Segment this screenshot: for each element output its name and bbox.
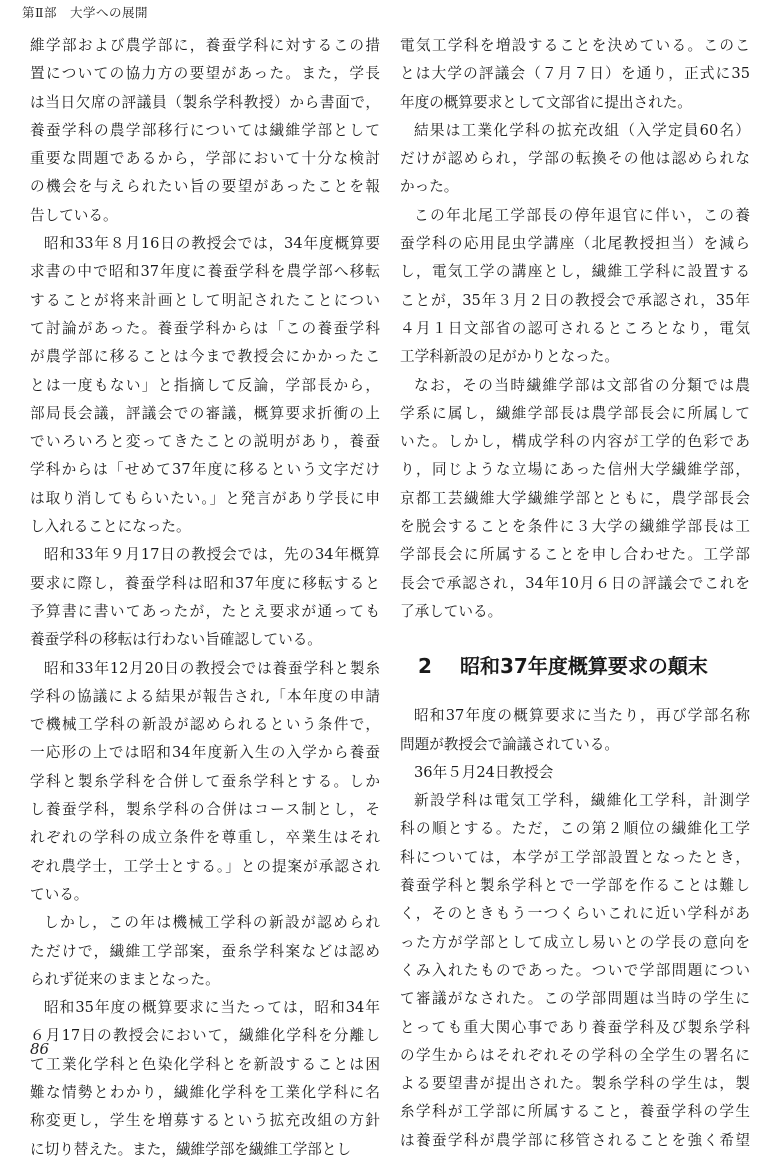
text-line: られず従来のままとなった。 xyxy=(30,970,220,988)
text-line: 養蚕学科の農学部移行については繊維学部として xyxy=(30,121,380,139)
text-line: 科については，本学が工学部設置となったとき， xyxy=(400,848,750,866)
text-line: し，電気工学の講座とし，繊維工学科に設置する xyxy=(400,263,750,281)
text-line: 養蚕学科と製糸学科とで一学部を作ることは難し xyxy=(400,877,750,895)
text-line: 昭和33年12月20日の教授会では養蚕学科と製糸 xyxy=(44,659,380,677)
text-line: 求書の中で昭和37年度に養蚕学科を農学部へ移転 xyxy=(30,263,380,281)
text-line: て審議がなされた。この学部問題は当時の学生に xyxy=(400,990,750,1008)
text-line: よる要望書が提出された。製糸学科の学生は，製 xyxy=(400,1075,750,1093)
text-line: ４月１日文部省の認可されるところとなり，電気 xyxy=(400,319,750,337)
text-line: しかし，この年は機械工学科の新設が認められ xyxy=(44,914,380,932)
text-line: いた。しかし，構成学科の内容が工学的色彩であ xyxy=(400,433,750,451)
text-line: 置についての協力方の要望があった。また，学長 xyxy=(30,65,380,83)
section-heading xyxy=(400,644,750,688)
text-line: 学科からは「せめて37年度に移るという文字だけ xyxy=(30,461,380,479)
text-line: 長会で承認され，34年10月６日の評議会でこれを xyxy=(400,574,750,592)
text-line: は当日欠席の評議員（製糸学科教授）から書面で， xyxy=(30,93,380,111)
text-line: この年北尾工学部長の停年退官に伴い，この養 xyxy=(414,206,750,224)
text-line: とは一度もない」と指摘して反論，学部長から， xyxy=(30,376,380,394)
text-line: くみ入れたものであった。ついで学部問題につい xyxy=(400,961,750,979)
text-line: ぞれ農学士，工学士とする。」との提案が承認され xyxy=(30,857,380,875)
text-line: に切り替えた。また，繊維学部を繊維工学部とし xyxy=(30,1140,352,1158)
text-line: が農学部に移ることは今まで教授会にかかったこ xyxy=(30,348,380,366)
text-line: 昭和33年９月17日の教授会では，先の34年概算 xyxy=(44,546,380,564)
text-line: でいろいろと変ってきたことの説明があり，養蚕 xyxy=(30,433,380,451)
left-column xyxy=(30,32,380,1164)
text-line: 称変更し，学生を増募するという拡充改組の方針 xyxy=(30,1112,380,1130)
text-line: 学部長会に所属することを申し合わせた。工学部 xyxy=(400,546,750,564)
text-line: て討論があった。養蚕学科からは「この養蚕学科 xyxy=(30,319,380,337)
text-line: 新設学科は電気工学科，繊維化工学科，計測学 xyxy=(414,792,750,810)
right-column xyxy=(400,32,750,1155)
text-line: て工業化学科と色染化学科とを新設することは困 xyxy=(30,1055,380,1073)
text-line: し養蚕学科，製糸学科の合併はコース制とし，そ xyxy=(30,801,380,819)
text-line: く，そのときもう一つくらいこれに近い学科があ xyxy=(400,905,750,923)
text-line: で機械工学科の新設が認められるという条件で， xyxy=(30,716,380,734)
text-line: 了承している。 xyxy=(400,602,503,620)
text-line: 京都工芸繊維大学繊維学部とともに，農学部長会 xyxy=(400,489,750,507)
text-line: 維学部および農学部に，養蚕学科に対するこの措 xyxy=(30,37,380,54)
text-line: 養蚕学科の移転は行わない旨確認している。 xyxy=(30,631,322,649)
text-line: とっても重大関心事であり養蚕学科及び製糸学科 xyxy=(400,1018,750,1036)
text-line: 部局長会議，評議会での審議，概算要求折衝の上 xyxy=(30,404,380,422)
text-line: 告している。 xyxy=(30,206,118,224)
text-line: し入れることになった。 xyxy=(30,518,191,536)
text-line: ことが，35年３月２日の教授会で承認され，35年 xyxy=(400,291,750,309)
text-line: とは大学の評議会（７月７日）を通り，正式に35 xyxy=(400,65,750,83)
text-line: ６月17日の教授会において，繊維化学科を分離し xyxy=(30,1027,380,1045)
text-line: を脱会することを条件に３大学の繊維学部長は工 xyxy=(400,518,750,536)
text-line: 糸学科が工学部に所属すること，養蚕学科の学生 xyxy=(400,1103,750,1121)
right-bottom-text xyxy=(400,702,750,1155)
text-line: 結果は工業化学科の拡充改組（入学定員60名） xyxy=(414,121,750,139)
text-line: 蚕学科の応用昆虫学講座（北尾教授担当）を減ら xyxy=(400,235,750,253)
text-line: ている。 xyxy=(30,885,89,903)
text-line: 36年５月24日教授会 xyxy=(414,763,554,781)
text-line: かった。 xyxy=(400,178,459,196)
section-title: 昭和37年度概算要求の顛末 xyxy=(460,654,708,679)
running-header: 第Ⅱ部 大学への展開 xyxy=(22,5,148,20)
text-line: 昭和35年度の概算要求に当たっては，昭和34年 xyxy=(44,999,380,1017)
text-line: することが将来計画として明記されたことについ xyxy=(30,291,380,309)
text-line: り，同じような立場にあった信州大学繊維学部， xyxy=(400,461,750,479)
text-line: ただけで，繊維工学部案，蚕糸学科案などは認め xyxy=(30,942,380,960)
text-line: 科の順とする。ただ，この第２順位の繊維化工学 xyxy=(400,820,750,838)
text-line: 工学科新設の足がかりとなった。 xyxy=(400,348,619,366)
section-gap xyxy=(400,626,750,644)
section-number: 2 xyxy=(418,654,432,679)
text-line: 問題が教授会で論議されている。 xyxy=(400,735,619,753)
text-line: は取り消してもらいたい。」と発言があり学長に申 xyxy=(30,489,380,507)
text-line: 昭和33年８月16日の教授会では，34年度概算要 xyxy=(44,235,380,253)
text-line: 難な情勢とわかり，繊維化学科を工業化学科に名 xyxy=(30,1083,380,1101)
text-line: れぞれの学科の成立条件を尊重し，卒業生はそれ xyxy=(30,829,380,847)
page-number: 86 xyxy=(30,1040,50,1058)
text-line: の機会を与えられたい旨の要望があったことを報 xyxy=(30,178,380,196)
text-line: 昭和37年度の概算要求に当たり，再び学部名称 xyxy=(414,707,750,725)
text-line: は養蚕学科が農学部に移管されることを強く希望 xyxy=(400,1131,750,1149)
text-line: だけが認められ，学部の転換その他は認められな xyxy=(400,150,750,168)
text-line: の学生からはそれぞれその学科の全学生の署名に xyxy=(400,1046,750,1064)
right-top-text xyxy=(400,32,750,626)
text-line: 学科の協議による結果が報告され,「本年度の申請 xyxy=(30,687,380,705)
text-line: 重要な問題であるから，学部において十分な検討 xyxy=(30,150,380,168)
section-gap-after xyxy=(400,688,750,702)
text-line: 一応形の上では昭和34年度新入生の入学から養蚕 xyxy=(30,744,380,762)
text-line: 年度の概算要求として文部省に提出された。 xyxy=(400,93,692,111)
text-line: 電気工学科を増設することを決めている。このこ xyxy=(400,37,750,54)
text-line: なお，その当時繊維学部は文部省の分類では農 xyxy=(414,376,750,394)
text-line: 学科と製糸学科を合併して蚕糸学科とする。しか xyxy=(30,772,380,790)
text-line: 学系に属し，繊維学部長は農学部長会に所属して xyxy=(400,404,750,422)
text-line: った方が学部として成立し易いとの学長の意向を xyxy=(400,933,750,951)
text-line: 要求に際し，養蚕学科は昭和37年度に移転すると xyxy=(30,574,380,592)
text-line: 予算書に書いてあったが，たとえ要求が通っても xyxy=(30,602,380,620)
